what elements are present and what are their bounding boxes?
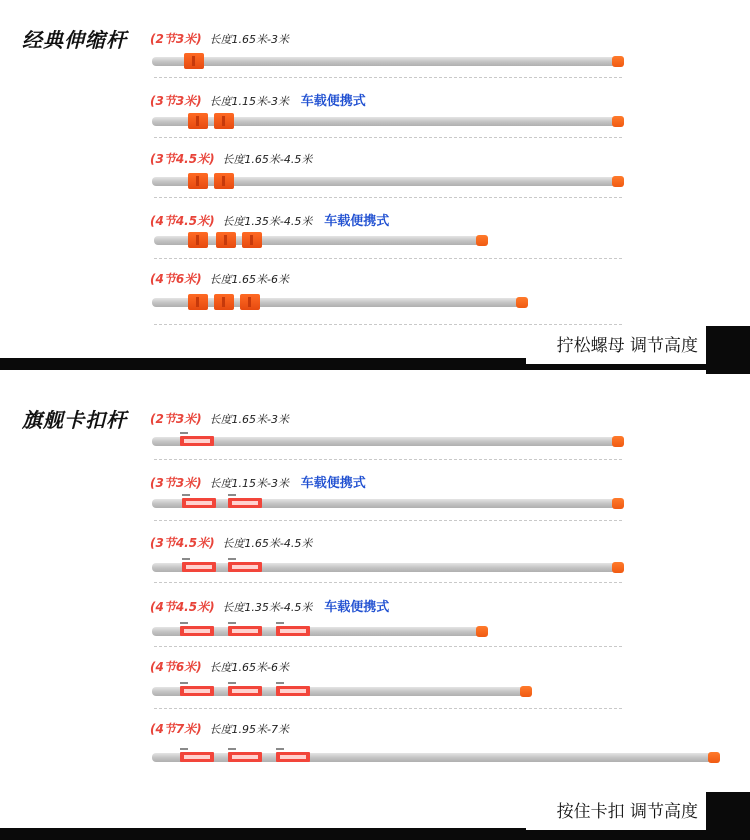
divider xyxy=(154,324,622,325)
length-spec: 长度1.35米-4.5米 xyxy=(222,601,313,614)
clip-buckle xyxy=(182,562,216,572)
corner-block xyxy=(706,326,750,374)
pole-tip-cap xyxy=(612,436,624,447)
clip-buckle xyxy=(180,752,214,762)
section-count-tag: (3节3米) xyxy=(150,476,202,490)
pole-image xyxy=(152,563,616,572)
nut-clamp xyxy=(214,294,234,310)
section-count-tag: (4节7米) xyxy=(150,722,202,736)
clip-buckle xyxy=(228,498,262,508)
nut-clamp xyxy=(216,232,236,248)
flagship-clip-section xyxy=(0,374,750,840)
nut-clamp xyxy=(242,232,262,248)
length-spec: 长度1.65米-4.5米 xyxy=(222,537,313,550)
section-count-tag: (3节3米) xyxy=(150,94,202,108)
car-portable-label: 车载便携式 xyxy=(324,600,390,615)
length-spec: 长度1.15米-3米 xyxy=(209,477,289,490)
section-count-tag: (4节6米) xyxy=(150,272,202,286)
pole-tip-cap xyxy=(612,116,624,127)
clip-buckle xyxy=(276,752,310,762)
nut-clamp xyxy=(214,113,234,129)
section-caption: 按住卡扣 调节高度 xyxy=(526,794,706,830)
section-count-tag: (4节4.5米) xyxy=(150,214,215,228)
pole-tip-cap xyxy=(612,176,624,187)
clip-buckle xyxy=(228,626,262,636)
clip-buckle xyxy=(180,436,214,446)
length-spec: 长度1.65米-3米 xyxy=(209,33,289,46)
clip-buckle xyxy=(276,626,310,636)
nut-clamp xyxy=(188,232,208,248)
section-title: 经典伸缩杆 xyxy=(22,28,127,52)
divider xyxy=(154,646,622,647)
section-count-tag: (4节4.5米) xyxy=(150,600,215,614)
length-spec: 长度1.65米-4.5米 xyxy=(222,153,313,166)
section-count-tag: (3节4.5米) xyxy=(150,536,215,550)
car-portable-label: 车载便携式 xyxy=(324,214,390,229)
section-count-tag: (4节6米) xyxy=(150,660,202,674)
section-count-tag: (3节4.5米) xyxy=(150,152,215,166)
divider xyxy=(154,258,622,259)
pole-tip-cap xyxy=(612,498,624,509)
classic-telescopic-section xyxy=(0,0,750,374)
nut-clamp xyxy=(184,53,204,69)
length-spec: 长度1.35米-4.5米 xyxy=(222,215,313,228)
clip-buckle xyxy=(180,626,214,636)
section-count-tag: (2节3米) xyxy=(150,32,202,46)
pole-tip-cap xyxy=(612,562,624,573)
length-spec: 长度1.65米-6米 xyxy=(209,273,289,286)
section-title: 旗舰卡扣杆 xyxy=(22,408,127,432)
clip-buckle xyxy=(182,498,216,508)
divider xyxy=(154,77,622,78)
clip-buckle xyxy=(228,686,262,696)
pole-tip-cap xyxy=(476,626,488,637)
length-spec: 长度1.65米-3米 xyxy=(209,413,289,426)
divider xyxy=(154,520,622,521)
clip-buckle xyxy=(228,562,262,572)
clip-buckle xyxy=(180,686,214,696)
car-portable-label: 车载便携式 xyxy=(300,476,366,491)
divider xyxy=(154,137,622,138)
pole-tip-cap xyxy=(516,297,528,308)
length-spec: 长度1.15米-3米 xyxy=(209,95,289,108)
nut-clamp xyxy=(188,294,208,310)
nut-clamp xyxy=(188,113,208,129)
pole-image xyxy=(152,57,616,66)
clip-buckle xyxy=(276,686,310,696)
corner-block xyxy=(706,792,750,840)
divider xyxy=(154,708,622,709)
pole-tip-cap xyxy=(612,56,624,67)
nut-clamp xyxy=(240,294,260,310)
pole-tip-cap xyxy=(476,235,488,246)
section-count-tag: (2节3米) xyxy=(150,412,202,426)
length-spec: 长度1.65米-6米 xyxy=(209,661,289,674)
nut-clamp xyxy=(214,173,234,189)
nut-clamp xyxy=(188,173,208,189)
pole-image xyxy=(152,499,616,508)
clip-buckle xyxy=(228,752,262,762)
length-spec: 长度1.95米-7米 xyxy=(209,723,289,736)
section-caption: 拧松螺母 调节高度 xyxy=(526,328,706,364)
divider xyxy=(154,197,622,198)
divider xyxy=(154,582,622,583)
pole-image xyxy=(152,437,616,446)
divider xyxy=(154,459,622,460)
pole-tip-cap xyxy=(520,686,532,697)
pole-tip-cap xyxy=(708,752,720,763)
car-portable-label: 车载便携式 xyxy=(300,94,366,109)
